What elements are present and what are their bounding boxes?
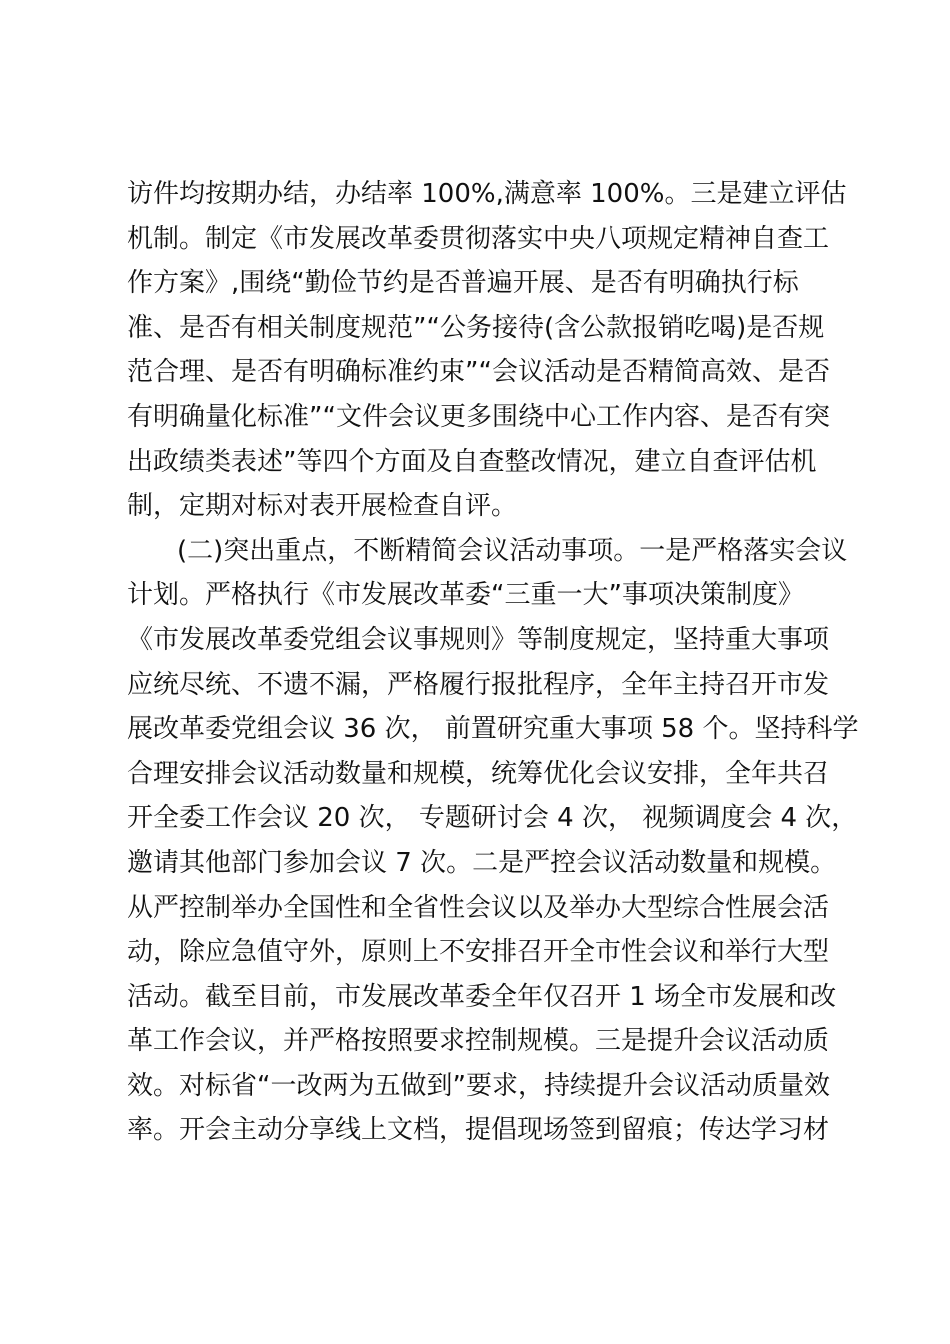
text-line: 准、是否有相关制度规范”“公务接待(含公款报销吃喝)是否规 <box>127 312 825 343</box>
text-line: 出政绩类表述”等四个方面及自查整改情况，建立自查评估机 <box>127 446 817 477</box>
text-line: 邀请其他部门参加会议 7 次。二是严控会议活动数量和规模。 <box>127 847 837 878</box>
text-line: 访件均按期办结，办结率 100%,满意率 100%。三是建立评估 <box>127 179 847 209</box>
text-line: 制，定期对标对表开展检查自评。 <box>127 491 518 522</box>
text-line: 合理安排会议活动数量和规模，统筹优化会议安排，全年共召 <box>127 758 830 789</box>
text-line: 从严控制举办全国性和全省性会议以及举办大型综合性展会活 <box>127 892 830 923</box>
paragraph-1 <box>127 172 847 529</box>
text-line: 革工作会议，并严格按照要求控制规模。三是提升会议活动质 <box>127 1026 830 1057</box>
text-line: 范合理、是否有明确标准约束”“会议活动是否精简高效、是否 <box>127 357 830 388</box>
text-line: 作方案》,围绕“勤俭节约是否普遍开展、是否有明确执行标 <box>127 268 799 299</box>
body-text <box>127 172 859 1153</box>
text-line: 有明确量化标准”“文件会议更多围绕中心工作内容、是否有突 <box>127 401 830 432</box>
text-line: 活动。截至目前，市发展改革委全年仅召开 1 场全市发展和改 <box>127 981 837 1012</box>
paragraph-2 <box>127 529 859 1153</box>
text-line: 效。对标省“一改两为五做到”要求，持续提升会议活动质量效 <box>127 1070 830 1101</box>
text-line: 机制。制定《市发展改革委贯彻落实中央八项规定精神自查工 <box>127 223 830 254</box>
text-line: 计划。严格执行《市发展改革委“三重一大”事项决策制度》 <box>127 580 804 611</box>
text-line: 开全委工作会议 20 次， 专题研讨会 4 次， 视频调度会 4 次， <box>127 803 858 834</box>
text-line: 《市发展改革委党组会议事规则》等制度规定，坚持重大事项 <box>127 624 830 655</box>
text-line: 动，除应急值守外，原则上不安排召开全市性会议和举行大型 <box>127 937 830 968</box>
text-line: 应统尽统、不遗不漏，严格履行报批程序，全年主持召开市发 <box>127 669 830 700</box>
text-line: 率。开会主动分享线上文档，提倡现场签到留痕；传达学习材 <box>127 1115 830 1146</box>
text-line: (二)突出重点，不断精简会议活动事项。一是严格落实会议 <box>177 535 848 566</box>
text-line: 展改革委党组会议 36 次， 前置研究重大事项 58 个。坚持科学 <box>127 714 859 745</box>
